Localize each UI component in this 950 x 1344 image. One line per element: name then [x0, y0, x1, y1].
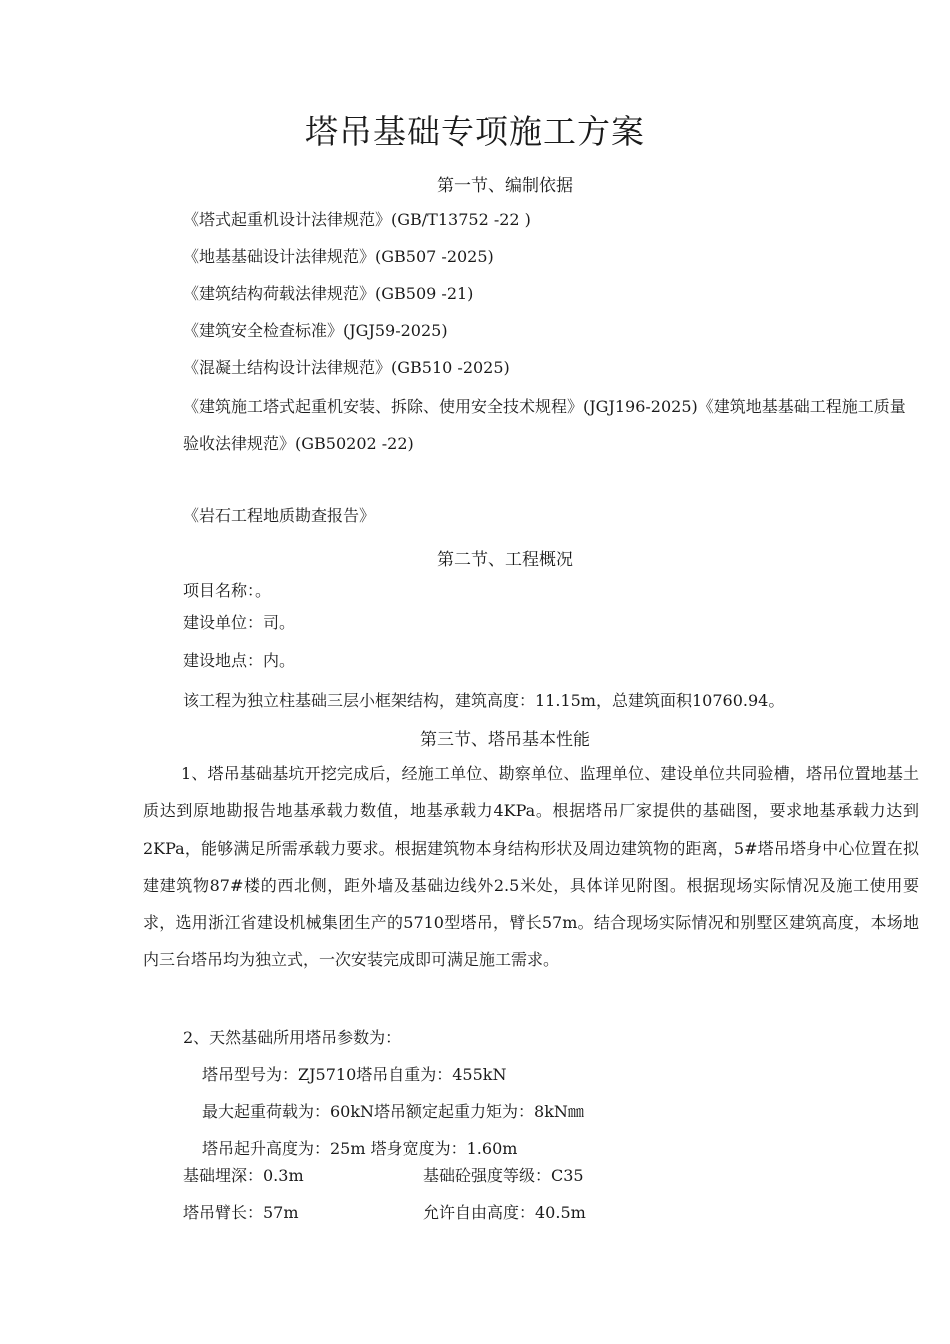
param-model-weight: 塔吊型号为：ZJ5710塔吊自重为：455kN — [202, 1065, 507, 1084]
param-load-moment: 最大起重荷载为：60kN塔吊额定起重力矩为：8kN㎜ — [202, 1102, 584, 1121]
parameters-intro: 2、天然基础所用塔吊参数为： — [183, 1028, 402, 1047]
performance-paragraph: 1、塔吊基础基坑开挖完成后，经施工单位、勘察单位、监理单位、建设单位共同验槽，塔吊位置地基土质达到原地勘报告地基承载力数值，地基承载力4KPa。根据塔吊厂家提供的基础图，要求地基承载力达到2KPa，能够满足所需承载力要求。根据建筑物本身结构形状及周边建筑物的距离，5#塔吊塔身中心位置在拟建建筑物87#楼的西北侧，距外墙及基础边线外2.5米处，具体详见附图。根据现场实际情况及施工使用要求，选用浙江省建设机械集团生产的5710型塔吊，臂长57m。结合现场实际情况和别墅区建筑高度，本场地内三台塔吊均为独立式，一次安装完成即可满足施工需求。 — [143, 764, 919, 970]
project-summary: 该工程为独立柱基础三层小框架结构，建筑高度：11.15m，总建筑面积10760.94。 — [183, 691, 785, 710]
reference-item: 《岩石工程地质勘查报告》 — [183, 506, 376, 525]
param-depth: 基础埋深：0.3m — [183, 1166, 304, 1185]
reference-item: 《地基基础设计法律规范》(GB507 -2025) — [183, 247, 494, 266]
document-title: 塔吊基础专项施工方案 — [305, 112, 645, 151]
param-height-width: 塔吊起升高度为：25m 塔身宽度为：1.60m — [202, 1139, 518, 1158]
param-arm-length: 塔吊臂长：57m — [183, 1203, 299, 1222]
param-concrete-grade: 基础砼强度等级：C35 — [423, 1166, 584, 1185]
construction-unit: 建设单位：司。 — [183, 613, 296, 632]
section1-heading: 第一节、编制依据 — [437, 176, 573, 196]
section3-heading: 第三节、塔吊基本性能 — [420, 730, 590, 750]
construction-location: 建设地点：内。 — [183, 651, 296, 670]
reference-item: 《建筑结构荷载法律规范》(GB509 -21) — [183, 284, 474, 303]
reference-item: 《建筑安全检查标准》(JGJ59-2025) — [183, 321, 448, 340]
param-free-height: 允许自由高度：40.5m — [423, 1203, 586, 1222]
reference-item-long: 《建筑施工塔式起重机安装、拆除、使用安全技术规程》(JGJ196-2025)《建筑地基基础工程施工质量验收法律规范》(GB50202 -22) — [183, 397, 906, 454]
reference-item: 《混凝土结构设计法律规范》(GB510 -2025) — [183, 358, 510, 377]
section2-heading: 第二节、工程概况 — [437, 550, 573, 570]
reference-item: 《塔式起重机设计法律规范》(GB/T13752 -22 ) — [183, 210, 531, 229]
project-name: 项目名称：。 — [183, 581, 272, 600]
